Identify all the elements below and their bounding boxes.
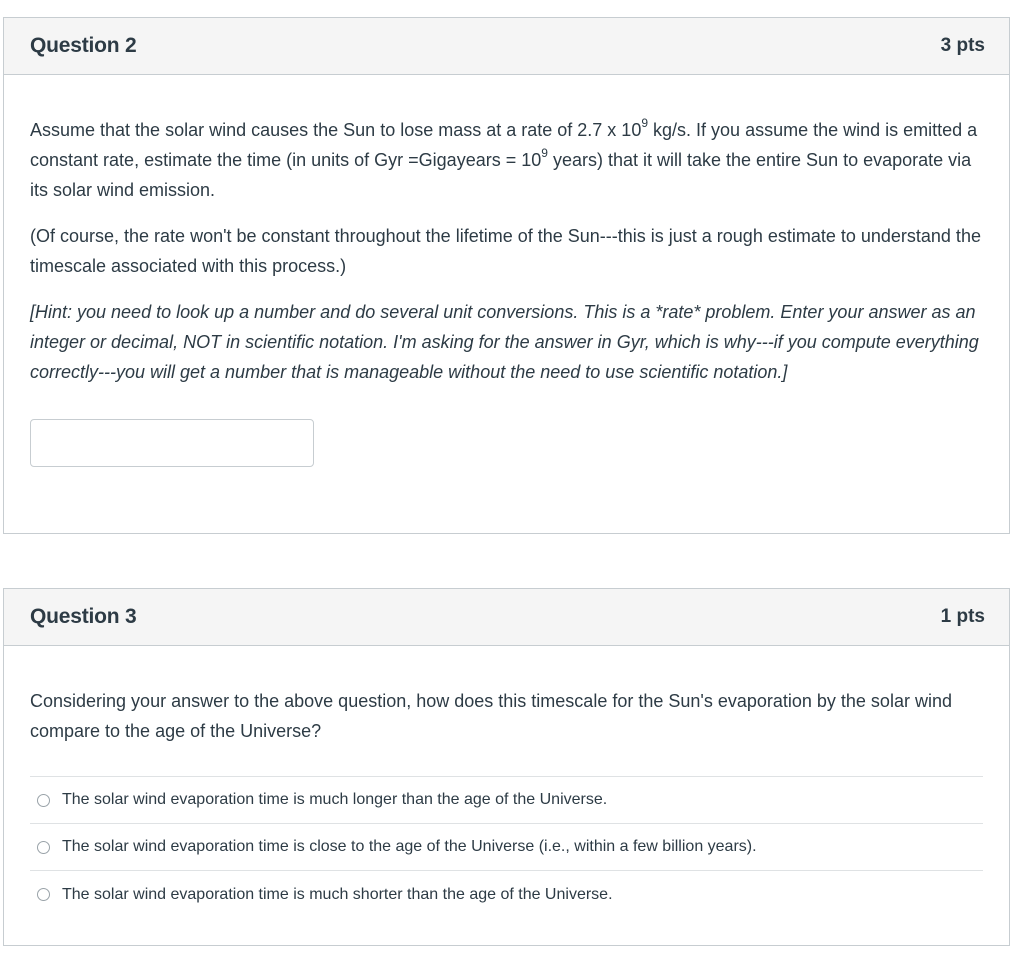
answer-choices <box>30 776 983 918</box>
question-3-card <box>3 588 1010 946</box>
question-text-part: Assume that the solar wind causes the Sun to lose mass at a rate of 2.7 x 10 <box>30 120 642 140</box>
question-points: 3 pts <box>940 35 985 56</box>
answer-option-label: The solar wind evaporation time is much longer than the age of the Universe. <box>62 791 608 808</box>
question-hint: [Hint: you need to look up a number and do several unit conversions. This is a *rate* problem. Enter your answer as an integer or decimal, NOT in scientific notation. I'm asking for the answer in Gyr, which is why---if you compute everything correctly---you will get a number that is manageable without the need to use scientific notation.] <box>30 302 979 382</box>
question-text-part: kg/s. If you assume the wind is emitted a constant rate, estimate the time (in units of Gyr =Gigayears = 10 <box>30 120 978 170</box>
answer-option[interactable] <box>30 824 983 871</box>
answer-input[interactable] <box>30 419 314 467</box>
radio-button[interactable] <box>37 841 50 854</box>
exponent: 9 <box>641 116 649 130</box>
question-header <box>4 18 1009 75</box>
radio-button[interactable] <box>37 794 50 807</box>
question-header <box>4 589 1009 646</box>
question-text <box>30 115 983 205</box>
answer-option[interactable] <box>30 777 983 824</box>
answer-option-label: The solar wind evaporation time is much shorter than the age of the Universe. <box>62 885 613 903</box>
question-title: Question 2 <box>30 34 137 57</box>
question-text: Considering your answer to the above question, how does this timescale for the Sun's evaporation by the solar wind compare to the age of the Universe? <box>30 691 952 741</box>
answer-option[interactable] <box>30 871 983 918</box>
question-body <box>4 646 1009 918</box>
question-body <box>4 75 1009 467</box>
question-text-part: years) that it will take the entire Sun to evaporate via its solar wind emission. <box>30 150 972 200</box>
question-points: 1 pts <box>940 606 985 627</box>
answer-option-label: The solar wind evaporation time is close to the age of the Universe (i.e., within a few billion years). <box>62 838 757 855</box>
question-note: (Of course, the rate won't be constant throughout the lifetime of the Sun---this is just a rough estimate to understand the timescale associated with this process.) <box>30 226 981 276</box>
radio-button[interactable] <box>37 888 50 901</box>
question-title: Question 3 <box>30 605 137 628</box>
question-2-card <box>3 17 1010 534</box>
exponent: 9 <box>541 146 548 160</box>
